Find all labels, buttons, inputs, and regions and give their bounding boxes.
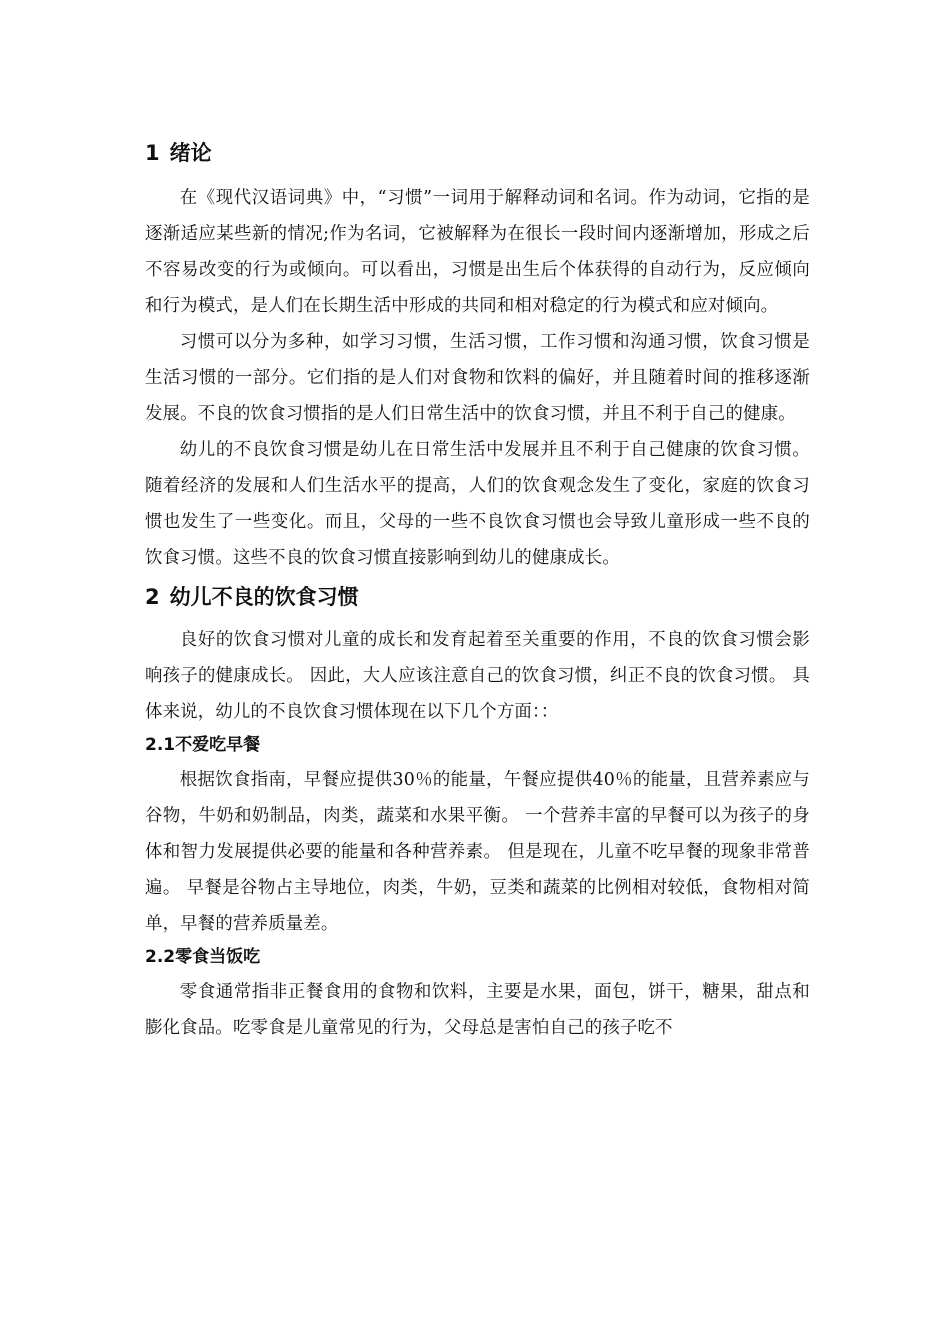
section-1-paragraph-1: 在《现代汉语词典》中，“习惯”一词用于解释动词和名词。作为动词，它指的是逐渐适应某些新的情况;作为名词，它被解释为在很长一段时间内逐渐增加，形成之后不容易改变的行为或倾向。可以看出，习惯是出生后个体获得的自动行为，反应倾向和行为模式，是人们在长期生活中形成的共同和相对稳定的行为模式和应对倾向。	[145, 188, 810, 316]
section-1-number: 1	[145, 141, 160, 165]
document-page	[145, 130, 810, 1046]
section-1-paragraph-3: 幼儿的不良饮食习惯是幼儿在日常生活中发展并且不利于自己健康的饮食习惯。随着经济的发展和人们生活水平的提高，人们的饮食观念发生了变化，家庭的饮食习惯也发生了一些变化。而且，父母的一些不良饮食习惯也会导致儿童形成一些不良的饮食习惯。这些不良的饮食习惯直接影响到幼儿的健康成长。	[145, 440, 810, 568]
section-2-heading	[145, 582, 810, 612]
subsection-2-2-paragraph: 零食通常指非正餐食用的食物和饮料，主要是水果，面包，饼干，糖果，甜点和膨化食品。吃零食是儿童常见的行为，父母总是害怕自己的孩子吃不	[145, 982, 810, 1038]
section-1-title: 绪论	[169, 141, 212, 165]
section-1-paragraph-2: 习惯可以分为多种，如学习习惯，生活习惯，工作习惯和沟通习惯，饮食习惯是生活习惯的一部分。它们指的是人们对食物和饮料的偏好，并且随着时间的推移逐渐发展。不良的饮食习惯指的是人们日常生活中的饮食习惯，并且不利于自己的健康。	[145, 332, 810, 424]
subsection-2-1-paragraph: 根据饮食指南，早餐应提供30％的能量，午餐应提供40％的能量，且营养素应与谷物，牛奶和奶制品，肉类，蔬菜和水果平衡。 一个营养丰富的早餐可以为孩子的身体和智力发展提供必要的能量和各种营养素。 但是现在，儿童不吃早餐的现象非常普遍。 早餐是谷物占主导地位，肉类，牛奶，豆类和蔬菜的比例相对较低，食物相对简单，早餐的营养质量差。	[145, 770, 810, 934]
subsection-2-1-heading: 2.1不爱吃早餐	[145, 735, 261, 755]
section-2-title: 幼儿不良的饮食习惯	[169, 585, 359, 609]
section-1-heading	[145, 138, 810, 168]
section-2-paragraph-1: 良好的饮食习惯对儿童的成长和发育起着至关重要的作用，不良的饮食习惯会影响孩子的健康成长。 因此，大人应该注意自己的饮食习惯，纠正不良的饮食习惯。 具体来说，幼儿的不良饮食习惯体现在以下几个方面：：	[145, 630, 810, 722]
subsection-2-2-heading: 2.2零食当饭吃	[145, 947, 261, 967]
section-2-number: 2	[145, 585, 160, 609]
